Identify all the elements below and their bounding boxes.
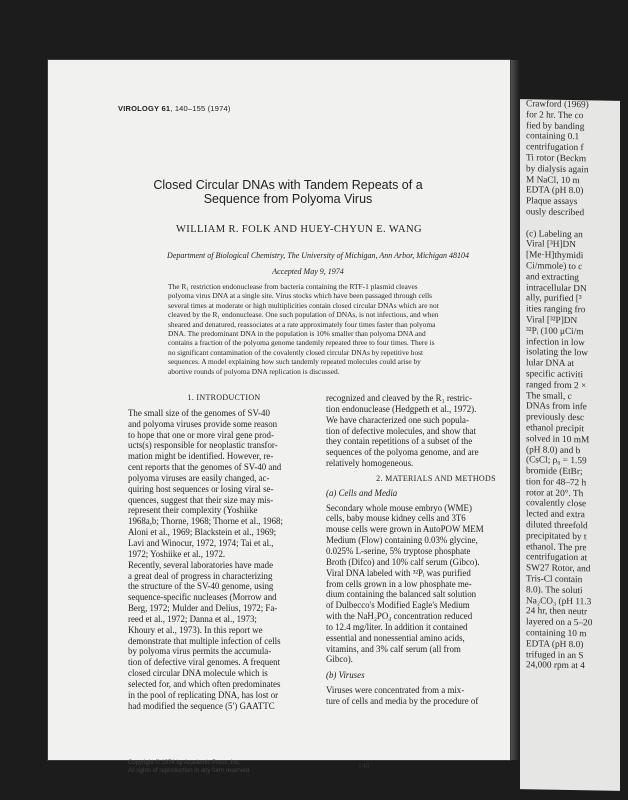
journal-page: [48, 60, 510, 774]
text-line: Secondary whole mouse embryo (WME): [326, 502, 472, 513]
text-line: Recently, several laboratories have made: [128, 559, 274, 570]
facing-page-line: centrifugation f: [526, 142, 584, 154]
text-line: polyoma viruses are easily changed, ac-: [128, 472, 270, 483]
abstract-line: abortive rounds of polyoma DNA replication is discussed.: [168, 366, 340, 376]
text-line: essential and nonessential amino acids,: [326, 632, 465, 643]
facing-page-line: intracellular DN: [526, 282, 587, 294]
text-line: cells, baby mouse kidney cells and 3T6: [326, 513, 466, 524]
affiliation: Department of Biological Chemistry, The University of Michigan, Ann Arbor, Michigan 48104: [167, 251, 469, 260]
introduction-text: [128, 408, 320, 712]
article-title: [128, 178, 448, 206]
text-line: vitamins, and 3% calf serum (all from: [326, 643, 461, 654]
text-line: ucts(s) responsible for neoplastic transfor-: [128, 440, 278, 451]
text-line: with the NaH₂PO₄ concentration reduced: [326, 611, 473, 622]
text-line: tion endonuclease (Hedgpeth et al., 1972).: [326, 403, 477, 414]
text-line: Aloni et al., 1969; Blackstein et al., 1969;: [128, 527, 277, 538]
facing-page-line: containing 10 m: [526, 628, 587, 640]
facing-page-line: ethanol precipit: [526, 423, 585, 435]
text-line: represent their complexity (Yoshiike: [128, 505, 258, 516]
text-line: Medium (Flow) containing 0.03% glycine,: [326, 535, 478, 546]
text-line: tion of defective viral genomes. A frequent: [128, 657, 281, 668]
page-number: 140: [358, 761, 370, 770]
facing-page-line: M NaCl, 10 m: [526, 174, 580, 186]
journal-pages: 140–155 (1974): [174, 104, 231, 113]
facing-page-line: lected and extra: [526, 509, 585, 521]
facing-page-line: ethanol. The pre: [526, 541, 587, 553]
facing-page-line: solved in 10 mM: [526, 433, 590, 446]
text-line: relatively homogeneous.: [326, 458, 414, 469]
text-line: cent reports that the genomes of SV-40 and: [128, 462, 282, 473]
text-line: from cells grown in a low phosphate me-: [326, 578, 472, 589]
introduction-continued: [326, 393, 546, 469]
copyright-line: Copyright © 1974 by Academic Press, Inc.: [128, 760, 241, 766]
text-line: We have characterized one such popula-: [326, 414, 469, 425]
facing-page-line: (pH 8.0) and b: [526, 444, 581, 456]
facing-page-line: and extracting: [526, 271, 579, 283]
text-line: in the pool of replicating DNA, has lost or: [128, 689, 279, 700]
facing-page-line: bromide (EtBr;: [526, 466, 583, 478]
text-line: Berg, 1972; Mulder and Delius, 1972; Fa-: [128, 603, 278, 614]
facing-page-line: Plaque assays: [526, 196, 578, 208]
right-column: [326, 393, 546, 707]
text-line: demonstrate that multiple infection of cells: [128, 635, 281, 646]
text-line: Gibco).: [326, 654, 353, 665]
facing-page-line: infection in low: [526, 336, 585, 348]
journal-citation: VIROLOGY 61, 140–155 (1974): [118, 104, 231, 113]
text-line: Viral DNA labeled with ³²Pᵢ was purified: [326, 567, 471, 578]
facing-page-line: tion for 48–72 h: [526, 477, 587, 489]
text-line: Broth (Difco) and 10% calf serum (Gibco).: [326, 556, 480, 567]
facing-page-line: Crawford (1969): [526, 99, 589, 111]
journal-name: VIROLOGY: [118, 104, 160, 113]
facing-page-line: SW27 Rotor, and: [526, 563, 591, 575]
abstract-line: sheared and denatured, reassociates at a rate approximately four times faster than polyoma: [168, 319, 436, 329]
facing-page-line: Na₂CO₃ (pH 11.3: [526, 595, 592, 608]
text-line: selected for, and which often predominates: [128, 678, 281, 689]
text-line: recognized and cleaved by the R₁ restric-: [326, 393, 473, 403]
text-line: of Dulbecco's Modified Eagle's Medium: [326, 600, 470, 611]
text-line: to hope that one or more viral gene prod-: [128, 429, 274, 440]
facing-page-line: diluted threefold: [526, 520, 588, 532]
facing-page-line: rotor at 20°. Th: [526, 487, 584, 499]
text-line: ture of cells and media by the procedure of: [326, 695, 479, 706]
text-line: they contain repetitions of a subset of the: [326, 436, 473, 447]
cells-media-text: [326, 503, 546, 666]
facing-page-line: Viral [³²P]DN: [526, 315, 578, 327]
text-line: the structure of the SV-40 genome, using: [128, 581, 274, 592]
facing-page-line: previously desc: [526, 412, 585, 424]
facing-page-line: fied by banding: [526, 120, 585, 132]
title-line: Sequence from Polyoma Virus: [203, 192, 373, 206]
facing-page-line: [Me·H]thymidi: [526, 250, 584, 262]
text-line: 1972; Yoshiike et al., 1972.: [128, 548, 226, 559]
subsection-cells-media: (a) Cells and Media: [326, 487, 398, 498]
facing-page-line: Tris-Cl contain: [526, 574, 583, 586]
abstract-line: contains a fraction of the polyoma genome tandemly repeated three to four times. There is: [168, 338, 435, 348]
abstract-line: polyoma virus DNA at a single site. Virus stocks which have been passaged through cells: [168, 291, 432, 301]
text-line: 0.025% L-serine, 5% tryptose phosphate: [326, 545, 471, 556]
facing-page-line: lular DNA at: [526, 358, 575, 370]
facing-page-line: Ci/mmole) to c: [526, 261, 583, 273]
text-line: 1968a,b; Thorne, 1968; Thorne et al., 1968;: [128, 516, 283, 527]
facing-page-line: Ti rotor (Beckm: [526, 153, 587, 165]
facing-page-line: covalently close: [526, 498, 587, 510]
title-line: Closed Circular DNAs with Tandem Repeats of a: [153, 178, 423, 192]
abstract-line: no significant contamination of the covalently closed circular DNAs by repetitive host: [168, 347, 424, 357]
facing-page-line: isolating the low: [526, 347, 588, 359]
facing-page-line: ranged from 2 ×: [526, 379, 587, 392]
text-line: quiring host sequences or losing viral se-: [128, 483, 274, 494]
section-heading-introduction: 1. INTRODUCTION: [187, 393, 261, 402]
text-line: mouse cells were grown in AutoPOW MEM: [326, 524, 484, 535]
text-line: dium containing the balanced salt solution: [326, 589, 477, 600]
section-heading-methods: 2. MATERIALS AND METHODS: [376, 473, 496, 483]
facing-page-line: for 2 hr. The co: [526, 110, 584, 122]
text-line: The small size of the genomes of SV-40: [128, 407, 270, 418]
abstract-line: sequences. A model explaining how such tandemly repeated molecules could arise by: [168, 357, 421, 367]
facing-page-line: precipitated by t: [526, 531, 587, 543]
text-line: Lavi and Winocur, 1972, 1974; Tai et al.,: [128, 537, 274, 548]
text-line: Viruses were concentrated from a mix-: [326, 685, 465, 696]
authors: WILLIAM R. FOLK AND HUEY-CHYUN E. WANG: [176, 224, 422, 235]
facing-page-line: EDTA (pH 8.0): [526, 185, 584, 197]
facing-page-line: layered on a 5–20: [526, 617, 593, 629]
text-line: by polyoma virus permits the accumula-: [128, 646, 272, 657]
text-line: closed circular DNA molecule which is: [128, 668, 268, 679]
facing-page-line: by dialysis again: [526, 164, 589, 176]
copyright-notice: [128, 760, 251, 775]
text-line: quences, suggest that their size may mis-: [128, 494, 274, 505]
accepted-date: Accepted May 9, 1974: [272, 267, 344, 276]
facing-page-line: trifuged in an S: [526, 649, 584, 661]
facing-page-line: 8.0). The soluti: [526, 585, 583, 597]
facing-page-line: (c) Labeling an: [526, 228, 583, 240]
facing-page-line: centrifugation at: [526, 552, 588, 564]
journal-volume: 61: [161, 104, 171, 113]
subsection-viruses: (b) Viruses: [326, 670, 365, 681]
abstract: [168, 282, 502, 376]
facing-page-line: 24,000 rpm at 4: [526, 660, 585, 672]
text-line: sequences of the polyoma genome, and are: [326, 447, 479, 458]
left-column: [128, 393, 320, 711]
facing-page-line: 24 hr, then neutr: [526, 606, 588, 618]
text-line: sequence-specific nucleases (Morrow and: [128, 592, 277, 603]
text-line: and polyoma viruses provide some reason: [128, 418, 278, 429]
abstract-line: cleaved by the R₁ endonuclease. One such population of DNAs, is not infectious, and when: [168, 310, 439, 320]
viruses-text: [326, 685, 546, 707]
text-line: Khoury et al., 1973). In this report we: [128, 624, 263, 635]
copyright-line: All rights of reproduction in any form reserved.: [128, 767, 251, 774]
facing-page-line: The small, c: [526, 390, 572, 402]
facing-page-line: (CsCl; ρ₀ = 1.59: [526, 455, 587, 467]
text-line: had modified the sequence (5′) GAATTC: [128, 700, 275, 711]
facing-page-line: ally, purified [³: [526, 293, 582, 305]
facing-page-line: ously described: [526, 207, 585, 219]
text-line: reed et al., 1972; Danna et al., 1973;: [128, 613, 257, 624]
abstract-line: DNA. The predominant DNA in the population is 10% smaller than polyoma DNA and: [168, 329, 426, 339]
facing-page-line: DNAs from infe: [526, 401, 587, 413]
text-line: to 12.4 mg/liter. In addition it contained: [326, 621, 468, 632]
text-line: a great deal of progress in characterizing: [128, 570, 273, 581]
abstract-line: The R₁ restriction endonuclease from bacteria containing the RTF-1 plasmid cleaves: [168, 282, 418, 291]
text-line: tion of defective molecules, and show that: [326, 425, 477, 436]
facing-page-line: ³²Pᵢ (100 μCi/m: [526, 325, 584, 337]
facing-page-line: EDTA (pH 8.0): [526, 639, 584, 651]
abstract-line: several times at moderate or high multiplicities contain closed circular DNAs which are not: [168, 300, 439, 310]
facing-page-line: specific activiti: [526, 369, 584, 381]
facing-page-line: Viral [³H]DN: [526, 239, 576, 251]
text-line: mation might be identified. However, re-: [128, 451, 274, 462]
facing-page-line: ities ranging fro: [526, 304, 586, 316]
facing-page-line: containing 0.1: [526, 131, 580, 143]
